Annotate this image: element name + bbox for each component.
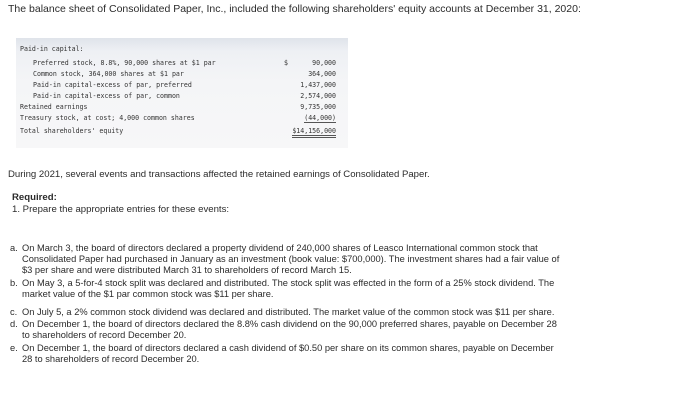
- balance-row-total-equity: Total shareholders' equity $14,156,000: [16, 127, 348, 136]
- requirement-text: 1. Prepare the appropriate entries for these events:: [12, 204, 230, 215]
- dollar-sign: $: [284, 59, 288, 67]
- balance-sheet-panel: [16, 38, 348, 148]
- event-item-c: c. On July 5, a 2% common stock dividend was declared and distributed. The market value of the common stock was $11 per share.: [10, 307, 555, 317]
- balance-row-pic-common: Paid-in capital-excess of par, common 2,574,000: [33, 92, 336, 100]
- balance-row-retained-earnings: Retained earnings 9,735,000: [20, 103, 336, 111]
- event-item-a: a. On March 3, the board of directors declared a property dividend of 240,000 shares of Leasco International common stock that Consolidated Paper had purchased in January as an investment (book value: $700,000). The investment shares had a fair value of $3 per share and were distributed March 31 to shareholders of record March 15.: [10, 243, 560, 275]
- event-item-b: b. On May 3, a 5-for-4 stock split was declared and distributed. The stock split was effected in the form of a 25% stock dividend. The market value of the $1 par common stock was $11 per share.: [10, 278, 555, 299]
- event-item-e: e. On December 1, the board of directors declared a cash dividend of $0.50 per share on its common shares, payable on December 28 to shareholders of record December 20.: [10, 343, 554, 364]
- event-item-d: d. On December 1, the board of directors declared the 8.8% cash dividend on the 90,000 preferred shares, payable on December 28 to shareholders of record December 20.: [10, 319, 557, 340]
- required-label: Required:: [12, 192, 57, 203]
- problem-intro: The balance sheet of Consolidated Paper, Inc., included the following shareholders' equity accounts at December 31, 2020:: [8, 3, 581, 15]
- balance-row-treasury-stock: Treasury stock, at cost; 4,000 common shares (44,000): [20, 114, 336, 122]
- balance-row-common-stock: Common stock, 364,000 shares at $1 par 364,000: [33, 70, 336, 78]
- balance-row-preferred-stock: Preferred stock, 8.8%, 90,000 shares at $1 par $ 90,000: [33, 59, 336, 67]
- balance-row-pic-preferred: Paid-in capital-excess of par, preferred 1,437,000: [33, 81, 336, 89]
- balance-sheet-heading: Paid-in capital:: [20, 45, 84, 53]
- during-text: During 2021, several events and transactions affected the retained earnings of Consolidated Paper.: [8, 169, 430, 180]
